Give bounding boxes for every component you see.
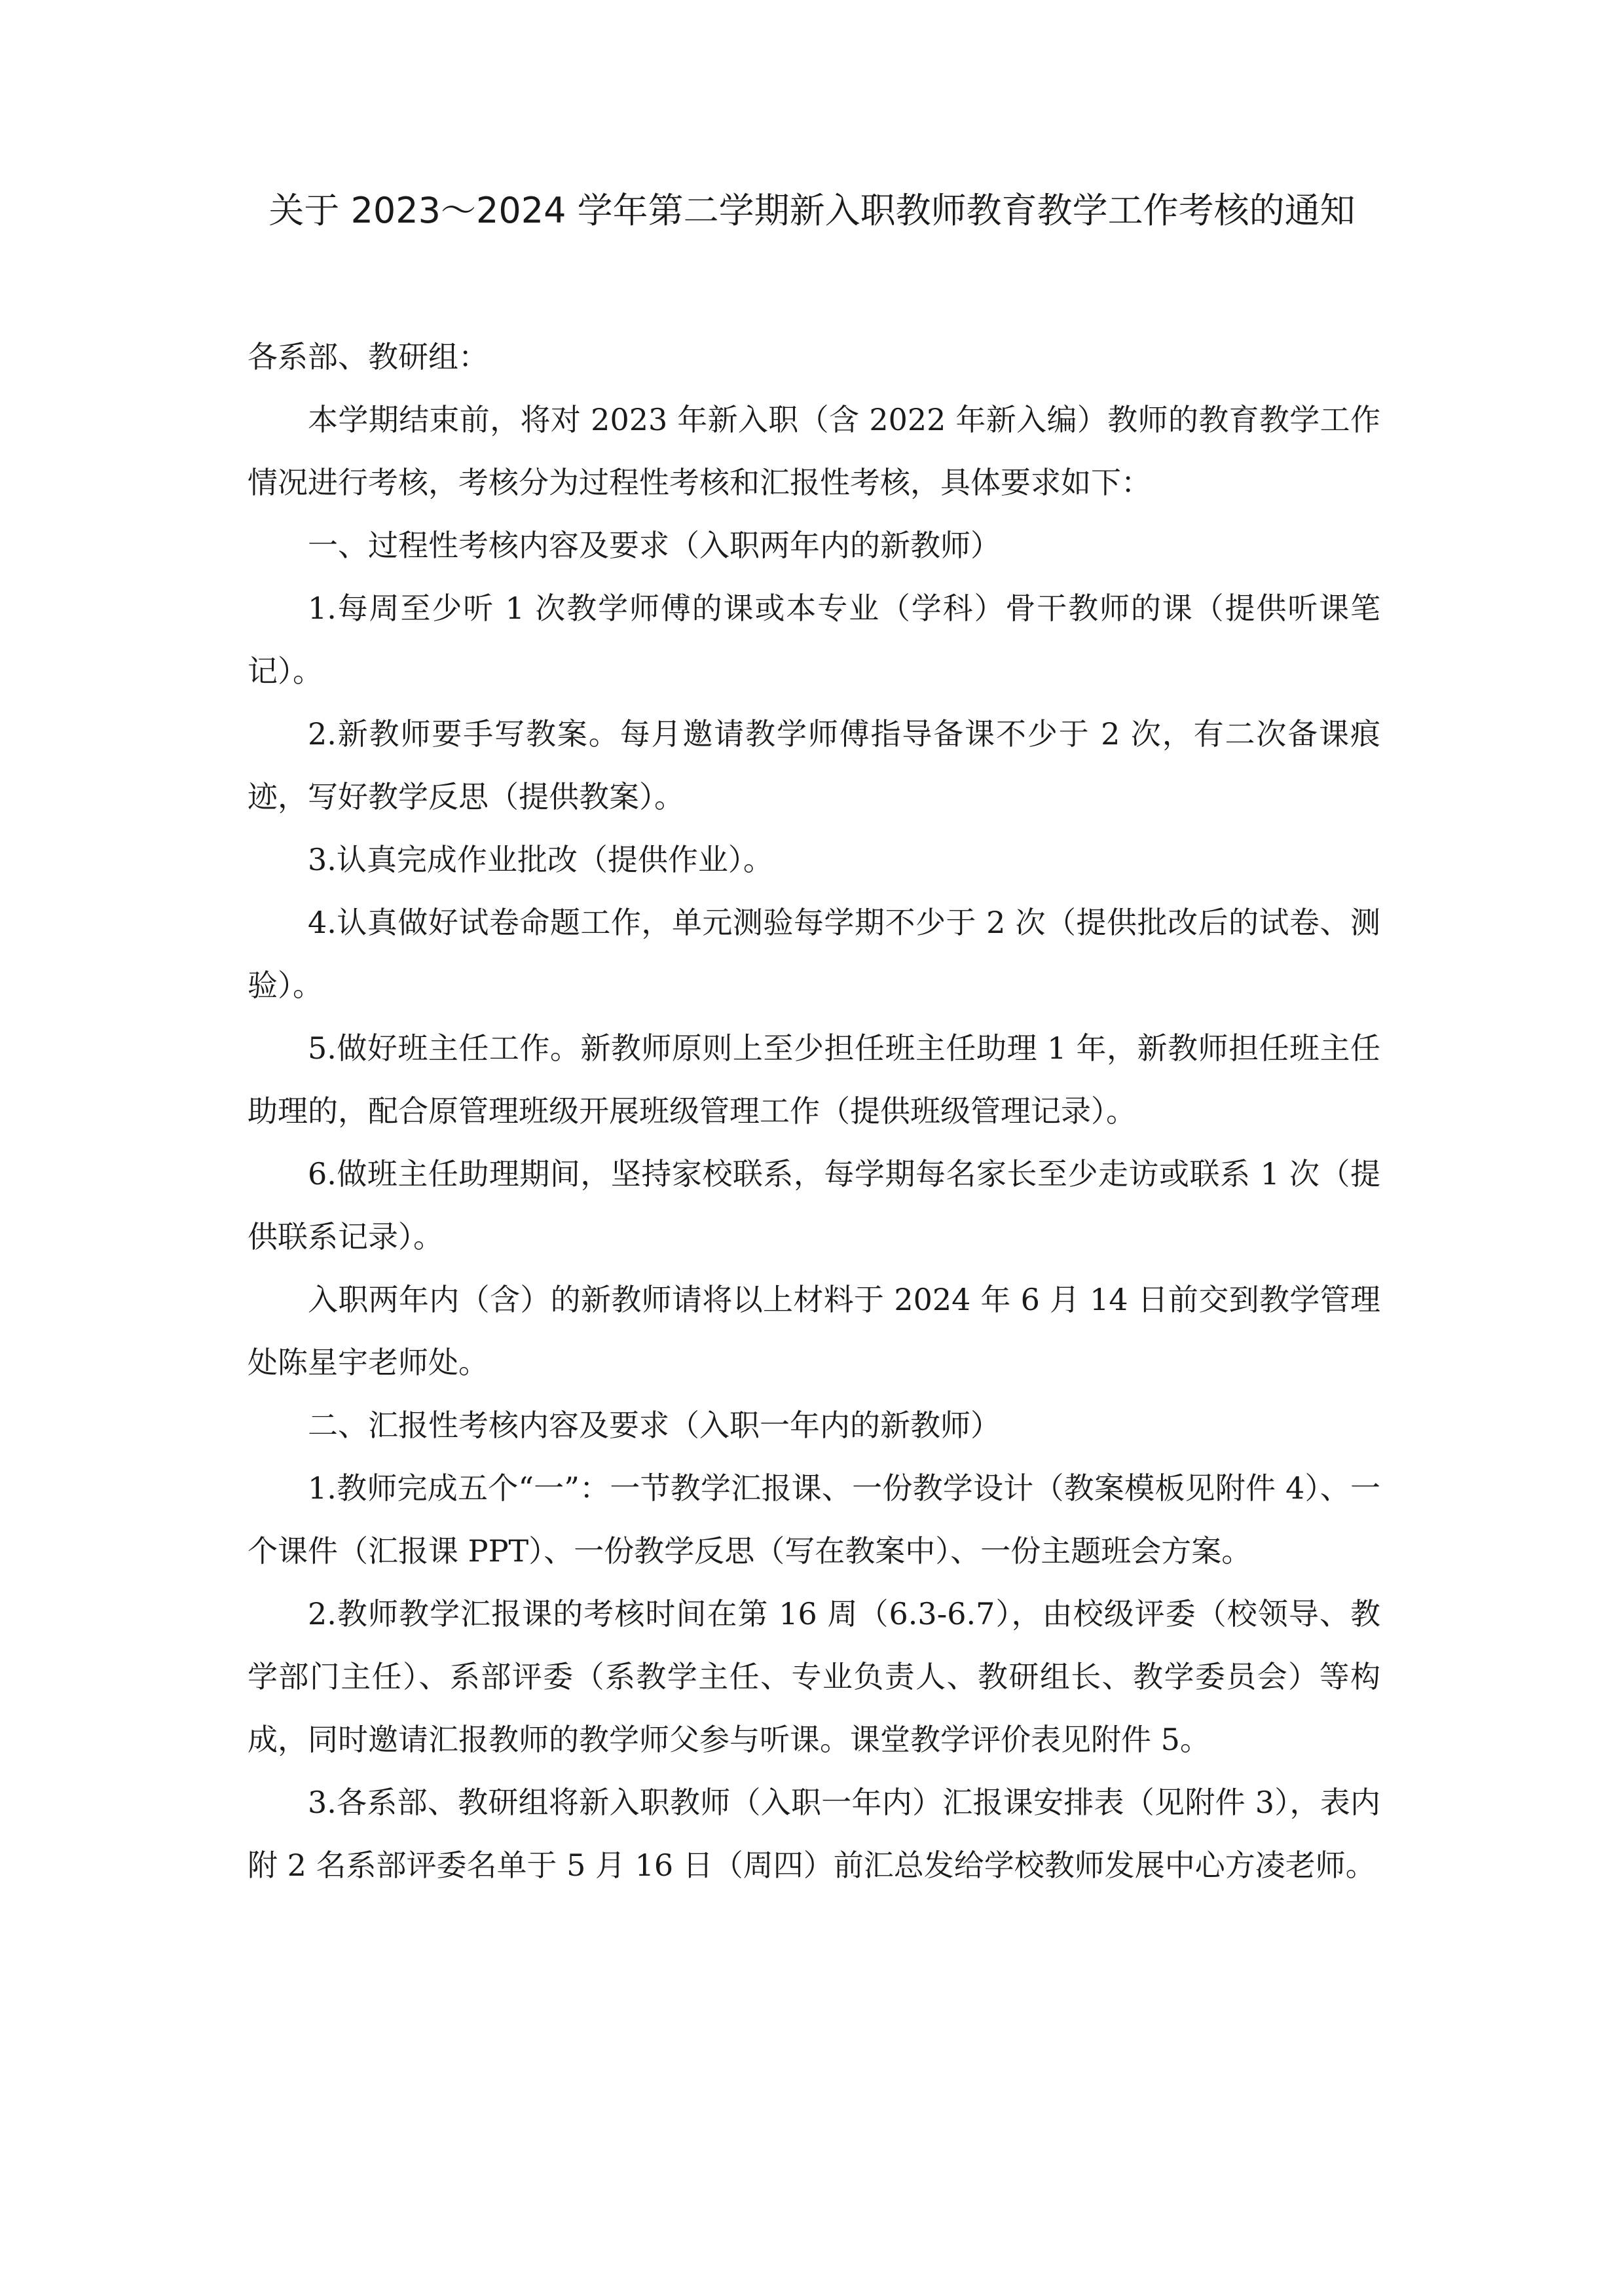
paragraph-item-3: 3.认真完成作业批改（提供作业）。 xyxy=(308,842,773,877)
document-body xyxy=(248,325,1380,1897)
salutation: 各系部、教研组： xyxy=(248,339,489,374)
paragraph-submission: 入职两年内（含）的新教师请将以上材料于 2024 年 6 月 14 日前交到教学管理处陈星宇老师处。 xyxy=(248,1282,1380,1380)
paragraph-item-6: 6.做班主任助理期间，坚持家校联系，每学期每名家长至少走访或联系 1 次（提供联系记录）。 xyxy=(248,1156,1380,1254)
document-title: 关于 2023～2024 学年第二学期新入职教师教育教学工作考核的通知 xyxy=(268,190,1356,231)
paragraph-intro: 本学期结束前，将对 2023 年新入职（含 2022 年新入编）教师的教育教学工作情况进行考核，考核分为过程性考核和汇报性考核，具体要求如下： xyxy=(248,402,1380,500)
paragraph-report-item-1: 1.教师完成五个“一”：一节教学汇报课、一份教学设计（教案模板见附件 4）、一个课件（汇报课 PPT）、一份教学反思（写在教案中）、一份主题班会方案。 xyxy=(248,1470,1380,1569)
paragraph-report-item-2: 2.教师教学汇报课的考核时间在第 16 周（6.3-6.7），由校级评委（校领导、教学部门主任）、系部评委（系教学主任、专业负责人、教研组长、教学委员会）等构成，同时邀请汇报教师的教学师父参与听课。课堂教学评价表见附件 5。 xyxy=(248,1596,1380,1757)
paragraph-item-5: 5.做好班主任工作。新教师原则上至少担任班主任助理 1 年，新教师担任班主任助理的，配合原管理班级开展班级管理工作（提供班级管理记录）。 xyxy=(248,1030,1380,1129)
paragraph-report-item-3: 3.各系部、教研组将新入职教师（入职一年内）汇报课安排表（见附件 3），表内附 2 名系部评委名单于 5 月 16 日（周四）前汇总发给学校教师发展中心方凌老师。 xyxy=(248,1785,1380,1883)
paragraph-item-2: 2.新教师要手写教案。每月邀请教学师傅指导备课不少于 2 次，有二次备课痕迹，写好教学反思（提供教案）。 xyxy=(248,716,1380,814)
section-heading-report: 二、汇报性考核内容及要求（入职一年内的新教师） xyxy=(308,1408,1001,1443)
section-heading-process: 一、过程性考核内容及要求（入职两年内的新教师） xyxy=(308,528,1001,563)
paragraph-item-4: 4.认真做好试卷命题工作，单元测验每学期不少于 2 次（提供批改后的试卷、测验）。 xyxy=(248,905,1380,1003)
paragraph-item-1: 1.每周至少听 1 次教学师傅的课或本专业（学科）骨干教师的课（提供听课笔记）。 xyxy=(248,591,1380,689)
